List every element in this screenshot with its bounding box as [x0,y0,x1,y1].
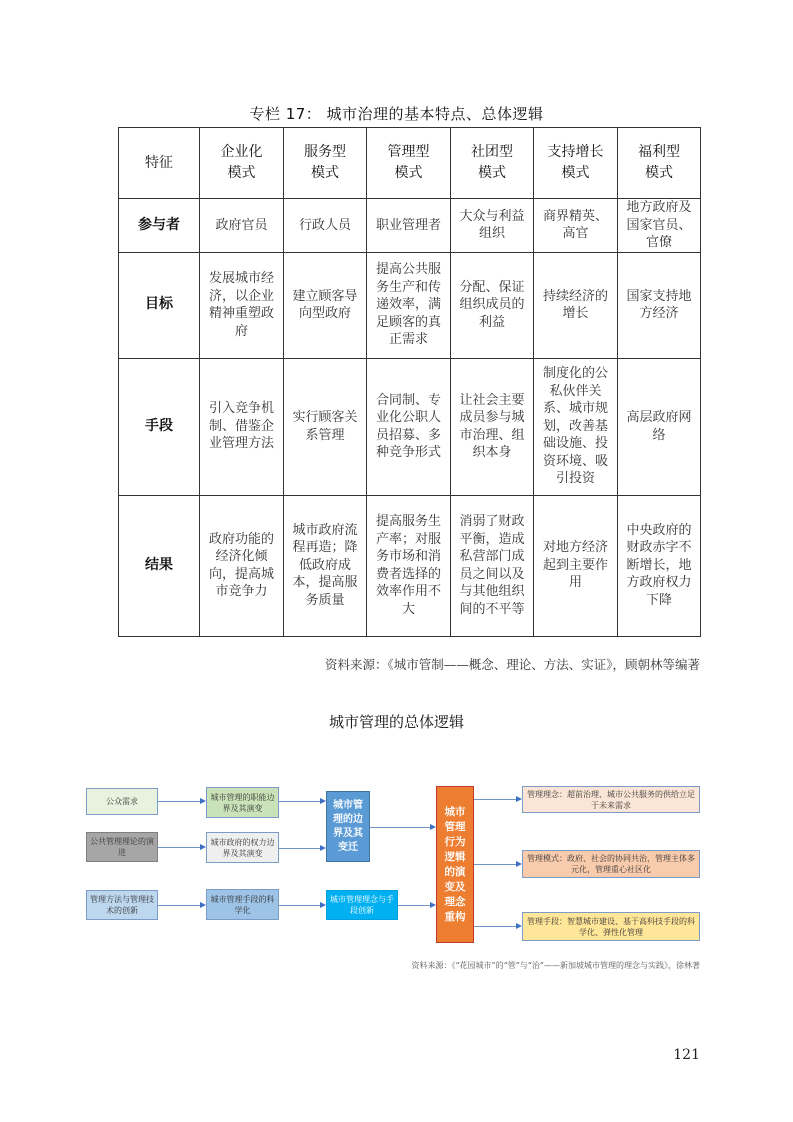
arrow-head-icon [200,798,206,804]
page-number: 121 [673,1047,700,1063]
connector-line [474,864,516,865]
arrow-head-icon [320,902,326,908]
row-label: 结果 [119,495,200,636]
connector-line [158,905,200,906]
table-source-note: 资料来源：《城市管制——概念、理论、方法、实证》，顾朝林等编著 [324,657,700,672]
node-function-boundary: 城市管理的职能边界及其演变 [206,787,279,818]
table-cell: 对地方经济起到主要作用 [534,495,618,636]
header-feature: 特征 [145,154,173,171]
header-cell [618,128,701,199]
table-cell: 政府功能的经济化倾向，提高城市竞争力 [200,495,284,636]
table-cell: 大众与利益组织 [451,199,534,253]
table-cell: 提高公共服务生产和传递效率，满足顾客的真正需求 [367,252,451,358]
table-cell: 提高服务生产率；对服务市场和消费者选择的效率作用不大 [367,495,451,636]
table-row [119,199,701,253]
table-cell: 制度化的公私伙伴关系、城市规划，改善基础设施、投资环境、吸引投资 [534,358,618,495]
node-out-mode: 管理模式：政府、社会的协同共治，管理主体多元化，管理重心社区化 [522,850,700,878]
table-header-row [119,128,701,199]
table-cell: 分配、保证组织成员的利益 [451,252,534,358]
connector-line [279,848,320,849]
header-cell [200,128,284,199]
table-cell: 让社会主要成员参与城市治理、组织本身 [451,358,534,495]
table-cell: 商界精英、高官 [534,199,618,253]
table-cell: 建立顾客导向型政府 [284,252,367,358]
arrow-head-icon [320,798,326,804]
table-cell: 消弱了财政平衡，造成私营部门成员之间以及与其他组织间的不平等 [451,495,534,636]
connector-line [279,905,320,906]
table-cell: 地方政府及国家官员、官僚 [618,199,701,253]
header-management: 管理型 模式 [387,144,430,181]
table-cell: 持续经济的增长 [534,252,618,358]
table-cell: 合同制、专业化公职人员招募、多种竞争形式 [367,358,451,495]
header-service: 服务型 模式 [304,144,346,181]
node-boundary-change: 城市管理的边界及其变迁 [326,791,370,862]
header-cell [534,128,618,199]
connector-line [158,847,200,848]
node-out-means: 管理手段：智慧城市建设、基于高科技手段的科学化、弹性化管理 [522,912,700,941]
connector-line [398,905,430,906]
table-cell: 国家支持地方经济 [618,252,701,358]
node-method-innovation: 管理方法与管理技术的创新 [86,890,158,920]
connector-line [370,827,430,828]
row-label: 参与者 [119,199,200,253]
table-cell: 实行顾客关系管理 [284,358,367,495]
arrow-head-icon [200,902,206,908]
table-cell: 发展城市经济，以企业精神重塑政府 [200,252,284,358]
header-progrowth: 支持增长 模式 [547,144,604,181]
arrow-head-icon [516,861,522,867]
arrow-head-icon [516,796,522,802]
node-out-concept: 管理理念：超前治理、城市公共服务的供给立足于未来需求 [522,786,700,813]
diagram-title: 城市管理的总体逻辑 [328,713,464,731]
node-public-theory: 公共管理理论的演进 [86,832,158,862]
header-welfare: 福利型 模式 [638,144,680,181]
node-core: 城市管理行为逻辑的演变及理念重构 [436,786,474,943]
node-public-demand: 公众需求 [86,788,158,815]
diagram-source-note: 资料来源：《“花园城市”的“管”与“治”——新加坡城市管理的理念与实践》，徐林著 [411,961,700,970]
connector-line [474,926,516,927]
table-row [119,252,701,358]
table-cell: 引入竞争机制、借鉴企业管理方法 [200,358,284,495]
header-cell [284,128,367,199]
header-corporatist: 社团型 模式 [471,144,513,181]
arrow-head-icon [516,923,522,929]
table-row [119,495,701,636]
arrow-head-icon [430,824,436,830]
table-cell: 政府官员 [200,199,284,253]
connector-line [158,801,200,802]
table-cell: 职业管理者 [367,199,451,253]
connector-line [474,799,516,800]
connector-line [279,801,320,802]
arrow-head-icon [430,902,436,908]
table-cell: 中央政府的财政赤字不断增长，地方政府权力下降 [618,495,701,636]
node-concept-means: 城市管理理念与手段创新 [326,890,398,920]
node-power-boundary: 城市政府的权力边界及其演变 [206,832,279,863]
arrow-head-icon [200,844,206,850]
table-cell: 行政人员 [284,199,367,253]
row-label: 目标 [119,252,200,358]
node-means-scientific: 城市管理手段的科学化 [206,889,279,920]
features-table [118,127,701,637]
table-cell: 城市政府流程再造；降低政府成本，提高服务质量 [284,495,367,636]
header-enterprise: 企业化 模式 [220,144,263,181]
header-cell [367,128,451,199]
table-row [119,358,701,495]
arrow-head-icon [320,845,326,851]
header-cell [119,128,200,199]
row-label: 手段 [119,358,200,495]
header-cell [451,128,534,199]
table-cell: 高层政府网络 [618,358,701,495]
box-title: 专栏 17： 城市治理的基本特点、总体逻辑 [249,105,544,123]
